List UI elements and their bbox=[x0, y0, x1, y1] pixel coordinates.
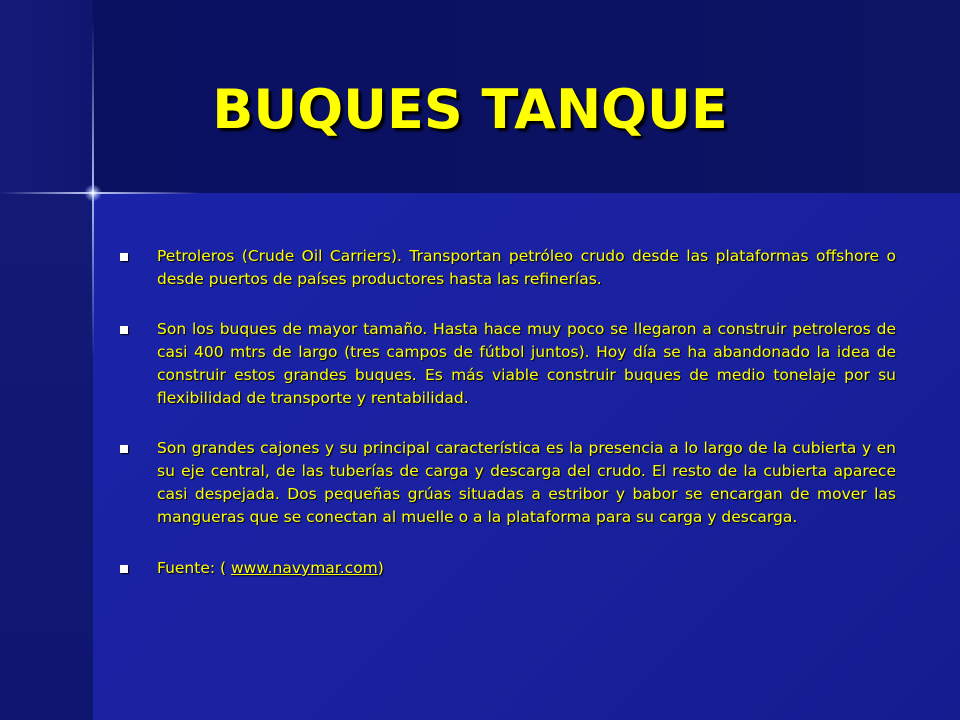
bullet-item bbox=[118, 318, 896, 410]
source-item bbox=[118, 557, 896, 580]
bullet-text: Petroleros (Crude Oil Carriers). Transportan petróleo crudo desde las plataformas offshore o desde puertos de países productores hasta las refinerías. bbox=[157, 247, 896, 288]
bullet-item bbox=[118, 437, 896, 529]
square-bullet-icon bbox=[120, 253, 128, 261]
slide-title: BUQUES TANQUE bbox=[212, 78, 728, 141]
bullet-text: Son los buques de mayor tamaño. Hasta hace muy poco se llegaron a construir petroleros de casi 400 mtrs de largo (tres campos de fútbol juntos). Hoy día se ha abandonado la idea de construir estos grandes buques. Es más viable construir buques de medio tonelaje por su flexibilidad de transporte y rentabilidad. bbox=[157, 320, 896, 407]
square-bullet-icon bbox=[120, 326, 128, 334]
bullet-item bbox=[118, 245, 896, 291]
square-bullet-icon bbox=[120, 565, 128, 573]
bullet-text: Son grandes cajones y su principal característica es la presencia a lo largo de la cubierta y en su eje central, de las tuberías de carga y descarga del crudo. El resto de la cubierta aparece casi despejada. Dos pequeñas grúas situadas a estribor y babor se encargan de mover las mangueras que se conectan al muelle o a la plataforma para su carga y descarga. bbox=[157, 439, 896, 526]
bullet-list bbox=[118, 245, 896, 580]
star-icon bbox=[84, 185, 102, 201]
source-prefix: Fuente: ( bbox=[157, 559, 231, 577]
source-suffix: ) bbox=[377, 559, 384, 577]
source-link[interactable]: www.navymar.com bbox=[231, 559, 378, 577]
square-bullet-icon bbox=[120, 445, 128, 453]
background-left-band bbox=[0, 193, 93, 720]
